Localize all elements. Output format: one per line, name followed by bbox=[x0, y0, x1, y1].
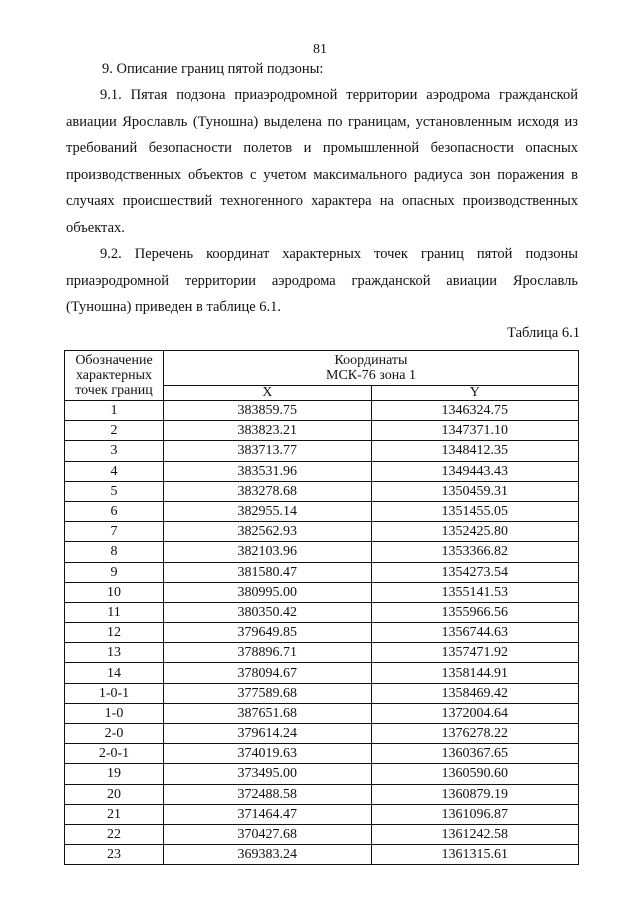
cell-point: 9 bbox=[65, 562, 164, 582]
cell-x: 383531.96 bbox=[164, 461, 372, 481]
table-row bbox=[65, 481, 579, 501]
cell-y: 1360590.60 bbox=[371, 764, 579, 784]
cell-point: 4 bbox=[65, 461, 164, 481]
cell-y: 1348412.35 bbox=[371, 441, 579, 461]
cell-y: 1353366.82 bbox=[371, 542, 579, 562]
cell-point: 7 bbox=[65, 522, 164, 542]
table-row bbox=[65, 744, 579, 764]
table-row bbox=[65, 663, 579, 683]
cell-x: 383713.77 bbox=[164, 441, 372, 461]
cell-y: 1376278.22 bbox=[371, 724, 579, 744]
table-row bbox=[65, 683, 579, 703]
cell-x: 380995.00 bbox=[164, 582, 372, 602]
cell-point: 1-0 bbox=[65, 703, 164, 723]
table-row bbox=[65, 643, 579, 663]
cell-point: 2-0 bbox=[65, 724, 164, 744]
cell-x: 383859.75 bbox=[164, 401, 372, 421]
header-y: Y bbox=[371, 386, 579, 401]
header-coordinate-system: МСК-76 зона 1 bbox=[326, 368, 416, 383]
cell-y: 1352425.80 bbox=[371, 522, 579, 542]
cell-y: 1361315.61 bbox=[371, 845, 579, 865]
table-row bbox=[65, 501, 579, 521]
cell-x: 387651.68 bbox=[164, 703, 372, 723]
table-row bbox=[65, 623, 579, 643]
cell-x: 379649.85 bbox=[164, 623, 372, 643]
table-caption: Таблица 6.1 bbox=[507, 325, 580, 341]
cell-x: 377589.68 bbox=[164, 683, 372, 703]
header-x: X bbox=[164, 386, 372, 401]
cell-point: 1 bbox=[65, 401, 164, 421]
table-row bbox=[65, 542, 579, 562]
table-body bbox=[65, 401, 579, 865]
table-row bbox=[65, 421, 579, 441]
table-row bbox=[65, 582, 579, 602]
table-row bbox=[65, 764, 579, 784]
cell-x: 378094.67 bbox=[164, 663, 372, 683]
cell-x: 382103.96 bbox=[164, 542, 372, 562]
header-point-label: Обозначение характерных точек границ bbox=[65, 351, 164, 401]
cell-x: 383278.68 bbox=[164, 481, 372, 501]
cell-x: 371464.47 bbox=[164, 804, 372, 824]
cell-y: 1350459.31 bbox=[371, 481, 579, 501]
cell-y: 1347371.10 bbox=[371, 421, 579, 441]
cell-point: 21 bbox=[65, 804, 164, 824]
paragraph-9-1: 9.1. Пятая подзона приаэродромной территории аэродрома гражданской авиации Ярославль (Туношна) выделена по границам, установленным исходя из требований безопасности полетов и промышленной безопасности опасных производственных объектов с учетом максимального радиуса зон поражения в случаях происшествий техногенного характера на опасных производственных объектах. bbox=[66, 87, 578, 236]
cell-point: 12 bbox=[65, 623, 164, 643]
cell-point: 5 bbox=[65, 481, 164, 501]
table-row bbox=[65, 562, 579, 582]
cell-y: 1355966.56 bbox=[371, 602, 579, 622]
cell-y: 1358144.91 bbox=[371, 663, 579, 683]
cell-y: 1357471.92 bbox=[371, 643, 579, 663]
cell-y: 1360367.65 bbox=[371, 744, 579, 764]
page-number: 81 bbox=[313, 42, 327, 57]
cell-point: 19 bbox=[65, 764, 164, 784]
table-row bbox=[65, 724, 579, 744]
cell-x: 383823.21 bbox=[164, 421, 372, 441]
cell-y: 1351455.05 bbox=[371, 501, 579, 521]
cell-y: 1361096.87 bbox=[371, 804, 579, 824]
cell-point: 14 bbox=[65, 663, 164, 683]
cell-x: 372488.58 bbox=[164, 784, 372, 804]
cell-point: 1-0-1 bbox=[65, 683, 164, 703]
cell-x: 381580.47 bbox=[164, 562, 372, 582]
cell-point: 6 bbox=[65, 501, 164, 521]
table-row bbox=[65, 401, 579, 421]
cell-point: 22 bbox=[65, 824, 164, 844]
table-row bbox=[65, 845, 579, 865]
header-coordinates bbox=[164, 351, 579, 386]
cell-y: 1354273.54 bbox=[371, 562, 579, 582]
cell-point: 20 bbox=[65, 784, 164, 804]
cell-point: 13 bbox=[65, 643, 164, 663]
cell-x: 378896.71 bbox=[164, 643, 372, 663]
cell-y: 1355141.53 bbox=[371, 582, 579, 602]
table-row bbox=[65, 602, 579, 622]
section-heading: 9. Описание границ пятой подзоны: bbox=[102, 61, 324, 77]
cell-y: 1361242.58 bbox=[371, 824, 579, 844]
cell-y: 1372004.64 bbox=[371, 703, 579, 723]
cell-point: 10 bbox=[65, 582, 164, 602]
table-row bbox=[65, 522, 579, 542]
cell-x: 373495.00 bbox=[164, 764, 372, 784]
paragraph-9-2: 9.2. Перечень координат характерных точек границ пятой подзоны приаэродромной территории аэродрома гражданской авиации Ярославль (Туношна) приведен в таблице 6.1. bbox=[66, 246, 578, 315]
cell-y: 1358469.42 bbox=[371, 683, 579, 703]
cell-x: 369383.24 bbox=[164, 845, 372, 865]
header-coordinates-title: Координаты bbox=[334, 353, 408, 368]
table-row bbox=[65, 441, 579, 461]
table-row bbox=[65, 804, 579, 824]
cell-x: 374019.63 bbox=[164, 744, 372, 764]
cell-point: 3 bbox=[65, 441, 164, 461]
table-row bbox=[65, 824, 579, 844]
coordinates-table bbox=[64, 350, 579, 865]
cell-point: 2 bbox=[65, 421, 164, 441]
cell-point: 23 bbox=[65, 845, 164, 865]
cell-y: 1346324.75 bbox=[371, 401, 579, 421]
table-row bbox=[65, 784, 579, 804]
cell-y: 1360879.19 bbox=[371, 784, 579, 804]
cell-x: 382955.14 bbox=[164, 501, 372, 521]
cell-y: 1349443.43 bbox=[371, 461, 579, 481]
cell-point: 11 bbox=[65, 602, 164, 622]
cell-y: 1356744.63 bbox=[371, 623, 579, 643]
cell-x: 379614.24 bbox=[164, 724, 372, 744]
cell-point: 2-0-1 bbox=[65, 744, 164, 764]
cell-x: 382562.93 bbox=[164, 522, 372, 542]
table-row bbox=[65, 461, 579, 481]
cell-x: 380350.42 bbox=[164, 602, 372, 622]
table-row bbox=[65, 703, 579, 723]
cell-point: 8 bbox=[65, 542, 164, 562]
cell-x: 370427.68 bbox=[164, 824, 372, 844]
